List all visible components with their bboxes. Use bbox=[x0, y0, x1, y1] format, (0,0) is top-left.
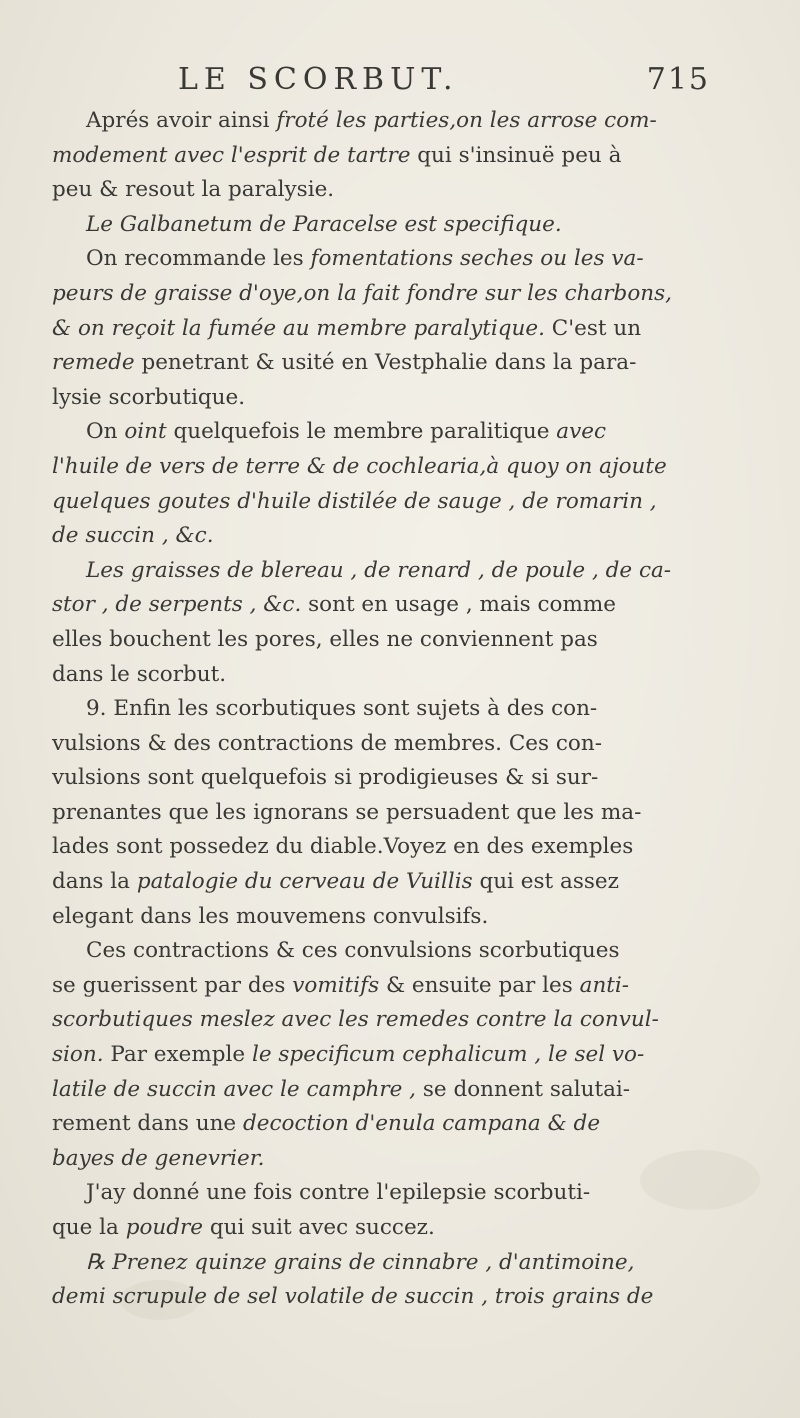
text-line bbox=[52, 1142, 752, 1177]
italic-text: poudre bbox=[125, 1215, 204, 1240]
roman-text: 9. Enfin les scorbutiques sont sujets à des con- bbox=[86, 696, 598, 722]
italic-text: l'huile de vers de terre & de cochlearia,à quoy on ajoute bbox=[52, 453, 667, 479]
text-line bbox=[52, 588, 752, 623]
text-line bbox=[52, 761, 752, 796]
text-line bbox=[52, 1107, 752, 1142]
italic-text: Les graisses de blereau , de renard , de poule , de ca- bbox=[86, 557, 672, 583]
roman-text: vulsions sont quelquefois si prodigieuses & si sur- bbox=[52, 765, 599, 791]
italic-text: vomitifs bbox=[292, 972, 380, 998]
text-line bbox=[52, 277, 752, 312]
italic-text: demi scrupule de sel volatile de succin , trois grains de bbox=[52, 1284, 654, 1310]
roman-text: Par exemple bbox=[103, 1042, 252, 1068]
italic-text: quelques goutes d'huile distilée de sauge , de romarin , bbox=[52, 488, 657, 514]
text-line bbox=[52, 346, 752, 381]
roman-text: qui s'insinuë peu à bbox=[410, 142, 622, 168]
roman-text: se donnent salutai- bbox=[416, 1076, 631, 1102]
text-line bbox=[52, 900, 752, 935]
page-number: 715 bbox=[646, 62, 710, 97]
roman-text: peu & resout la paralysie. bbox=[52, 177, 335, 203]
text-line bbox=[52, 1246, 752, 1281]
italic-text: de succin , &c. bbox=[52, 523, 214, 549]
text-line bbox=[52, 450, 752, 485]
text-line bbox=[52, 796, 752, 831]
italic-text: froté les parties,on les arrose com- bbox=[276, 108, 657, 133]
italic-text: sion. bbox=[52, 1042, 104, 1068]
roman-text: prenantes que les ignorans se persuadent que les ma- bbox=[52, 799, 642, 825]
body-text bbox=[52, 104, 752, 1315]
text-line bbox=[52, 1003, 752, 1038]
roman-text: qui suit avec succez. bbox=[203, 1215, 435, 1240]
text-line bbox=[52, 173, 752, 208]
text-line bbox=[52, 139, 752, 174]
text-line bbox=[52, 485, 752, 520]
text-line bbox=[52, 104, 752, 139]
italic-text: ℞ Prenez quinze grains de cinnabre , d'antimoine, bbox=[86, 1249, 635, 1275]
running-title: LE SCORBUT. bbox=[178, 62, 459, 97]
roman-text: On recommande les bbox=[86, 246, 311, 272]
text-line bbox=[52, 208, 752, 243]
page-header bbox=[150, 62, 710, 102]
roman-text: elegant dans les mouvemens convulsifs. bbox=[52, 903, 489, 929]
italic-text: anti- bbox=[579, 972, 630, 998]
roman-text: sont en usage , mais comme bbox=[301, 592, 616, 618]
text-line bbox=[52, 242, 752, 277]
roman-text: que la bbox=[52, 1215, 126, 1240]
roman-text: dans la bbox=[52, 869, 137, 895]
text-line bbox=[52, 312, 752, 347]
italic-text: latile de succin avec le camphre , bbox=[52, 1076, 417, 1102]
text-line bbox=[52, 1280, 752, 1315]
roman-text: J'ay donné une fois contre l'epilepsie scorbuti- bbox=[86, 1180, 591, 1206]
italic-text: bayes de genevrier. bbox=[52, 1145, 265, 1171]
italic-text: scorbutiques meslez avec les remedes contre la convul- bbox=[52, 1007, 659, 1033]
text-line bbox=[52, 934, 752, 969]
italic-text: stor , de serpents , &c. bbox=[52, 592, 302, 618]
roman-text: vulsions & des contractions de membres. Ces con- bbox=[52, 730, 602, 756]
text-line bbox=[52, 969, 752, 1004]
roman-text: dans le scorbut. bbox=[52, 661, 227, 687]
italic-text: & on reçoit la fumée au membre paralytique. bbox=[52, 315, 545, 341]
italic-text: fomentations seches ou les va- bbox=[310, 246, 644, 272]
italic-text: modement avec l'esprit de tartre bbox=[52, 142, 411, 168]
roman-text: rement dans une bbox=[52, 1111, 243, 1137]
italic-text: Le Galbanetum de Paracelse est specifique. bbox=[86, 211, 562, 237]
text-line bbox=[52, 830, 752, 865]
roman-text: Ces contractions & ces convulsions scorbutiques bbox=[86, 938, 620, 964]
roman-text: & ensuite par les bbox=[379, 972, 580, 998]
roman-text: penetrant & usité en Vestphalie dans la para- bbox=[134, 350, 637, 376]
italic-text: le specificum cephalicum , le sel vo- bbox=[251, 1042, 645, 1068]
text-line bbox=[52, 658, 752, 693]
italic-text: oint bbox=[124, 419, 167, 445]
roman-text: C'est un bbox=[544, 315, 642, 341]
roman-text: quelquefois le membre paralitique bbox=[166, 419, 557, 445]
text-line bbox=[52, 519, 752, 554]
italic-text: remede bbox=[52, 350, 135, 376]
text-line bbox=[52, 415, 752, 450]
roman-text: On bbox=[86, 419, 125, 445]
italic-text: avec bbox=[556, 419, 607, 445]
italic-text: patalogie du cerveau de Vuillis bbox=[136, 869, 473, 895]
text-line bbox=[52, 623, 752, 658]
text-line bbox=[52, 692, 752, 727]
text-line bbox=[52, 727, 752, 762]
italic-text: peurs de graisse d'oye,on la fait fondre sur les charbons, bbox=[52, 280, 672, 306]
roman-text: elles bouchent les pores, elles ne conviennent pas bbox=[52, 626, 598, 652]
roman-text: Aprés avoir ainsi bbox=[86, 108, 277, 133]
roman-text: lysie scorbutique. bbox=[52, 384, 246, 410]
text-line bbox=[52, 1176, 752, 1211]
italic-text: decoction d'enula campana & de bbox=[242, 1111, 601, 1137]
roman-text: qui est assez bbox=[472, 869, 619, 895]
text-line bbox=[52, 1038, 752, 1073]
roman-text: lades sont possedez du diable.Voyez en des exemples bbox=[52, 834, 634, 860]
text-line bbox=[52, 554, 752, 589]
text-line bbox=[52, 865, 752, 900]
text-line bbox=[52, 1073, 752, 1108]
text-line bbox=[52, 381, 752, 416]
text-line bbox=[52, 1211, 752, 1246]
roman-text: se guerissent par des bbox=[52, 972, 293, 998]
